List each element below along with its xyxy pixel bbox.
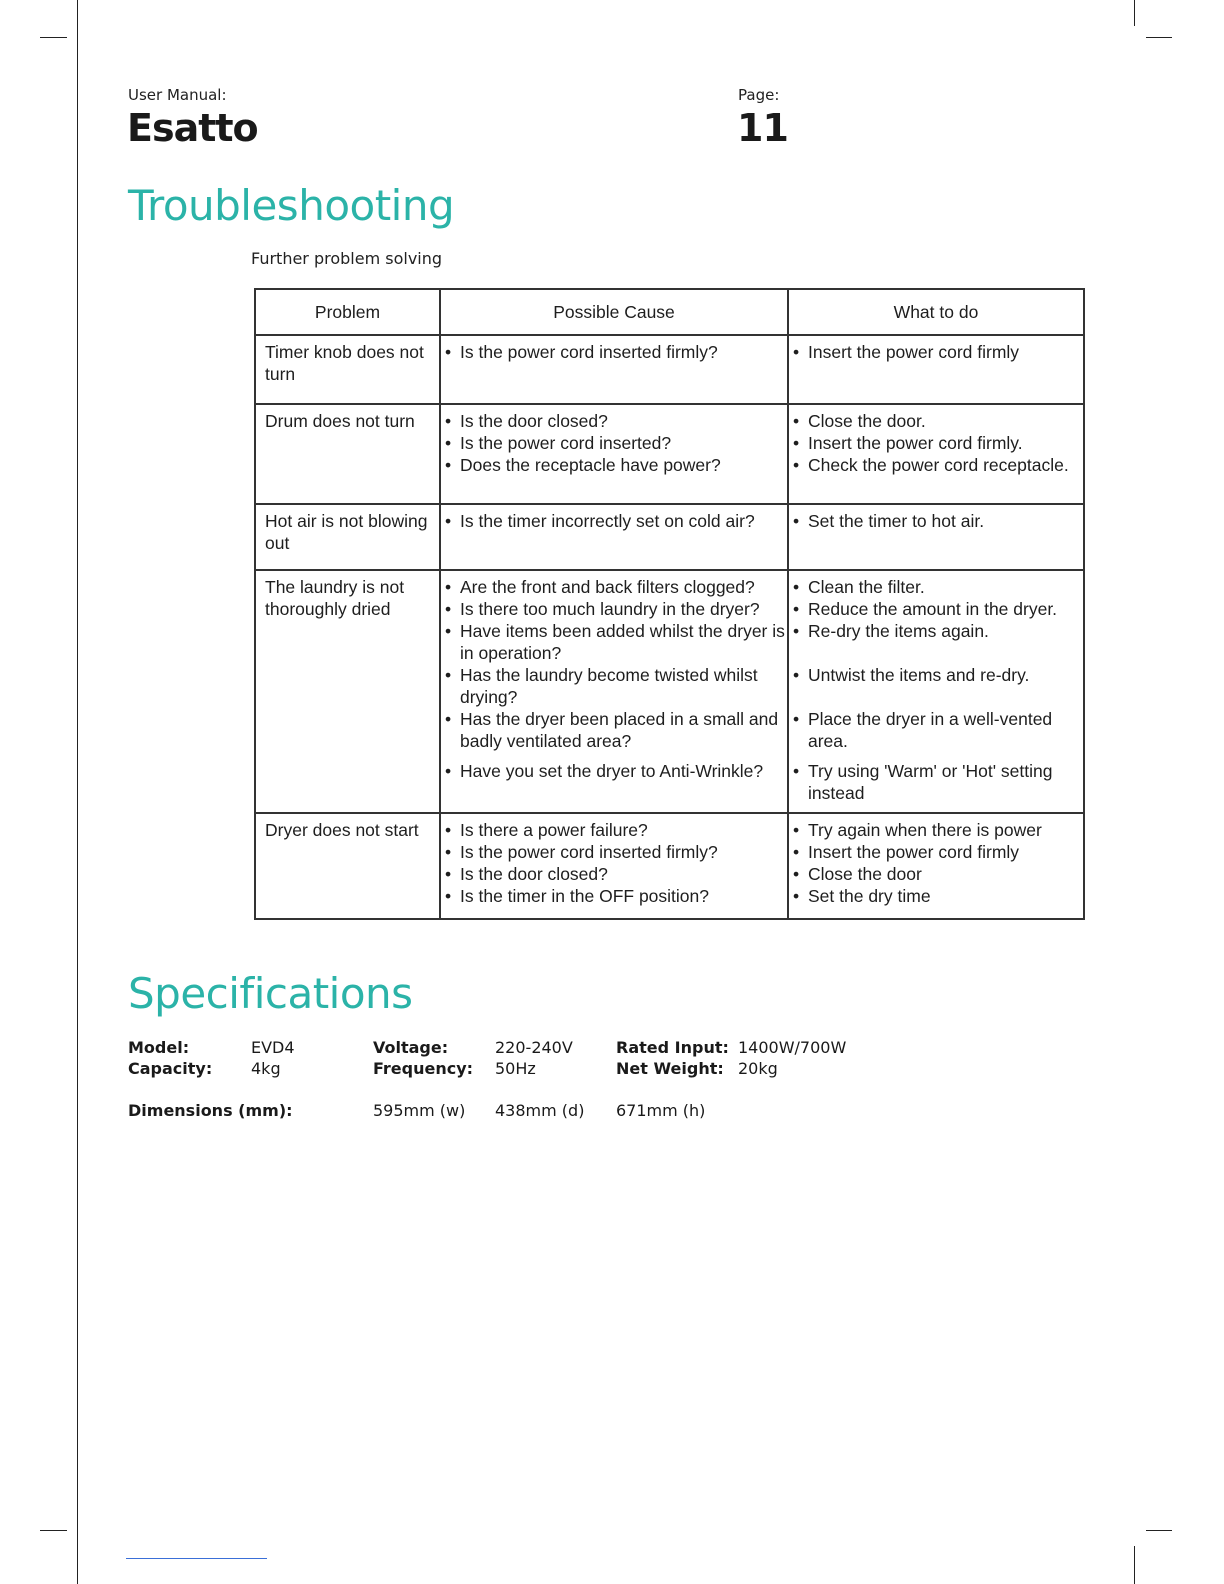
- action-cell: [788, 504, 1084, 570]
- action-cell: [788, 570, 1084, 813]
- action-cell: [788, 404, 1084, 504]
- cause-item: • Is the power cord inserted firmly?: [460, 841, 787, 863]
- spec-height-value: 671mm (h): [616, 1101, 706, 1120]
- cause-item: • Is the door closed?: [460, 863, 787, 885]
- spec-rated-input-value: 1400W/700W: [738, 1038, 847, 1057]
- column-header-action: What to do: [788, 289, 1084, 335]
- spec-frequency-value: 50Hz: [495, 1059, 536, 1078]
- margin-line: [77, 0, 78, 1584]
- cause-item: • Is there a power failure?: [460, 819, 787, 841]
- action-item: • Clean the filter.: [808, 576, 1083, 598]
- cause-cell: [440, 570, 788, 813]
- cause-item: • Have you set the dryer to Anti-Wrinkle?: [460, 760, 787, 782]
- column-header-problem: Problem: [255, 289, 440, 335]
- manual-label: User Manual:: [128, 86, 227, 104]
- cause-item: • Are the front and back filters clogged?: [460, 576, 787, 598]
- troubleshooting-title: Troubleshooting: [128, 181, 455, 230]
- spec-net-weight-label: Net Weight:: [616, 1059, 724, 1078]
- action-item: • Reduce the amount in the dryer.: [808, 598, 1083, 620]
- spec-net-weight-value: 20kg: [738, 1059, 778, 1078]
- table-row: [255, 570, 1084, 813]
- crop-mark-top-right-h: [1146, 37, 1172, 38]
- spec-frequency-label: Frequency:: [373, 1059, 474, 1078]
- action-item: • Untwist the items and re-dry.: [808, 664, 1083, 686]
- action-item: • Set the timer to hot air.: [808, 510, 1083, 532]
- spec-voltage-value: 220-240V: [495, 1038, 573, 1057]
- cause-cell: [440, 404, 788, 504]
- crop-mark-bottom-left: [40, 1530, 67, 1531]
- troubleshooting-table: [254, 288, 1085, 920]
- spec-voltage-label: Voltage:: [373, 1038, 449, 1057]
- cause-cell: [440, 504, 788, 570]
- problem-cell: Timer knob does not turn: [255, 335, 440, 404]
- action-item: • Close the door.: [808, 410, 1083, 432]
- cause-item: • Have items been added whilst the dryer is in operation?: [460, 620, 787, 664]
- cause-item: • Is the power cord inserted?: [460, 432, 787, 454]
- action-item: • Try again when there is power: [808, 819, 1083, 841]
- cause-item: • Is the timer in the OFF position?: [460, 885, 787, 907]
- crop-mark-bottom-right-v: [1134, 1546, 1135, 1584]
- cause-item: • Has the dryer been placed in a small and badly ventilated area?: [460, 708, 787, 752]
- table-row: [255, 404, 1084, 504]
- problem-cell: The laundry is not thoroughly dried: [255, 570, 440, 813]
- action-item: • Insert the power cord firmly.: [808, 432, 1083, 454]
- column-header-cause: Possible Cause: [440, 289, 788, 335]
- problem-cell: Dryer does not start: [255, 813, 440, 919]
- action-item: • Set the dry time: [808, 885, 1083, 907]
- action-cell: [788, 813, 1084, 919]
- spec-model-label: Model:: [128, 1038, 190, 1057]
- spec-width-value: 595mm (w): [373, 1101, 466, 1120]
- spec-capacity-label: Capacity:: [128, 1059, 213, 1078]
- cause-item: • Has the laundry become twisted whilst drying?: [460, 664, 787, 708]
- table-row: [255, 813, 1084, 919]
- spec-rated-input-label: Rated Input:: [616, 1038, 729, 1057]
- cause-item: • Is the power cord inserted firmly?: [460, 341, 787, 363]
- crop-mark-top-right-v: [1134, 0, 1135, 26]
- spec-model-value: EVD4: [251, 1038, 295, 1057]
- action-item: • Check the power cord receptacle.: [808, 454, 1083, 476]
- action-item: • Close the door: [808, 863, 1083, 885]
- action-cell: [788, 335, 1084, 404]
- spec-capacity-value: 4kg: [251, 1059, 281, 1078]
- crop-mark-bottom-right-h: [1146, 1530, 1172, 1531]
- cause-item: • Is the door closed?: [460, 410, 787, 432]
- cause-cell: [440, 335, 788, 404]
- brand-name: Esatto: [127, 106, 258, 150]
- page-label: Page:: [738, 86, 780, 104]
- action-item: • Try using 'Warm' or 'Hot' setting instead: [808, 760, 1083, 804]
- page-number: 11: [737, 106, 788, 150]
- table-header-row: [255, 289, 1084, 335]
- action-item: • Insert the power cord firmly: [808, 341, 1083, 363]
- spec-dimensions-label: Dimensions (mm):: [128, 1101, 293, 1120]
- action-item: • Place the dryer in a well-vented area.: [808, 708, 1083, 752]
- cause-item: • Is there too much laundry in the dryer?: [460, 598, 787, 620]
- table-row: [255, 504, 1084, 570]
- problem-cell: Drum does not turn: [255, 404, 440, 504]
- footer-rule: [126, 1558, 267, 1559]
- spec-depth-value: 438mm (d): [495, 1101, 585, 1120]
- troubleshooting-subtitle: Further problem solving: [251, 249, 443, 268]
- cause-item: • Is the timer incorrectly set on cold air?: [460, 510, 787, 532]
- table-row: [255, 335, 1084, 404]
- crop-mark-top-left: [40, 37, 67, 38]
- cause-item: • Does the receptacle have power?: [460, 454, 787, 476]
- action-item: • Insert the power cord firmly: [808, 841, 1083, 863]
- problem-cell: Hot air is not blowing out: [255, 504, 440, 570]
- cause-cell: [440, 813, 788, 919]
- action-item: • Re-dry the items again.: [808, 620, 1083, 642]
- specifications-title: Specifications: [128, 969, 413, 1018]
